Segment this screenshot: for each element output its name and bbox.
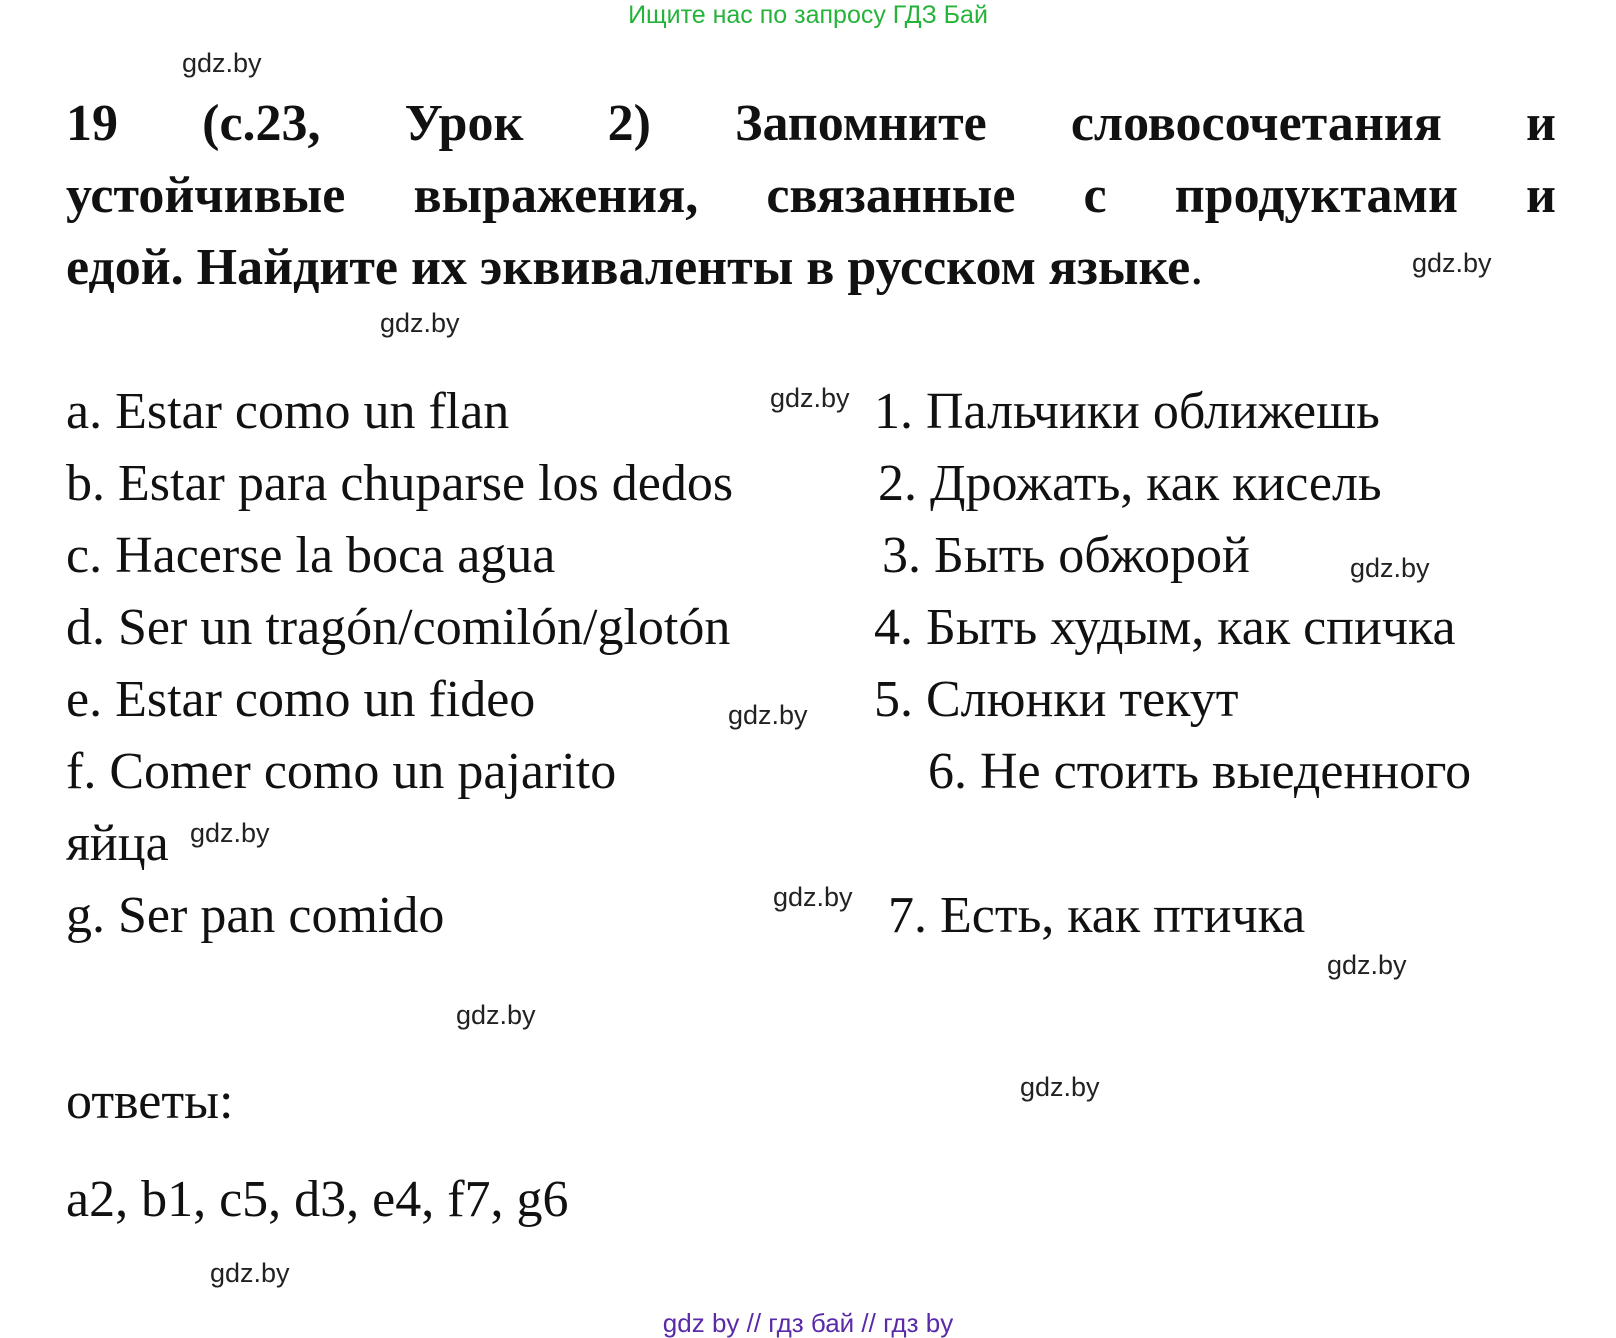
task-word: и <box>1526 167 1556 224</box>
task-line-2 <box>66 160 1556 232</box>
task-word: продуктами <box>1174 167 1458 224</box>
task-line-3 <box>66 232 1556 304</box>
watermark: gdz.by <box>210 1258 290 1288</box>
watermark: gdz.by <box>728 700 808 730</box>
spanish-item-a: a. Estar como un flan <box>66 383 510 440</box>
russian-item-4: 4. Быть худым, как спичка <box>874 599 1456 656</box>
task-word: (с.23, <box>202 95 321 152</box>
watermark: gdz.by <box>1350 553 1430 583</box>
spanish-item-e: e. Estar como un fideo <box>66 671 536 728</box>
watermark: gdz.by <box>380 308 460 338</box>
watermark: gdz.by <box>182 48 262 78</box>
answers-label: ответы: <box>66 1073 234 1130</box>
task-word: выражения, <box>413 167 699 224</box>
watermark: gdz.by <box>1020 1072 1100 1102</box>
task-word: Урок <box>404 95 524 152</box>
task-word: с <box>1083 167 1107 224</box>
task-word: Запомните <box>735 95 987 152</box>
watermark: gdz.by <box>770 383 850 413</box>
task-word: 19 <box>66 95 118 152</box>
task-word: и <box>1526 95 1556 152</box>
russian-item-2: 2. Дрожать, как кисель <box>878 455 1382 512</box>
russian-item-3: 3. Быть обжорой <box>882 527 1250 584</box>
russian-item-1: 1. Пальчики оближешь <box>874 383 1380 440</box>
russian-item-6: 6. Не стоить выеденного <box>928 743 1472 800</box>
watermark: gdz.by <box>190 818 270 848</box>
footer-links: gdz by // гдз бай // гдз by <box>662 1308 954 1338</box>
task-line-3-period: . <box>1190 239 1204 296</box>
watermark: gdz.by <box>773 882 853 912</box>
russian-item-5: 5. Слюнки текут <box>874 671 1239 728</box>
task-line-3-text: едой. Найдите их эквиваленты в русском языке <box>66 239 1191 296</box>
task-word: устойчивые <box>66 167 346 224</box>
watermark: gdz.by <box>456 1000 536 1030</box>
task-word: связанные <box>766 167 1016 224</box>
russian-item-7: 7. Есть, как птичка <box>888 887 1306 944</box>
watermark: gdz.by <box>1412 248 1492 278</box>
spanish-item-f: f. Comer como un pajarito <box>66 743 617 800</box>
spanish-item-b: b. Estar para chuparse los dedos <box>66 455 734 512</box>
top-banner: Ищите нас по запросу ГДЗ Бай <box>628 1 988 29</box>
russian-item-6-wrap: яйца <box>66 815 169 872</box>
watermark: gdz.by <box>1327 950 1407 980</box>
task-word: словосочетания <box>1070 95 1442 152</box>
spanish-item-c: c. Hacerse la boca agua <box>66 527 556 584</box>
answers-text: a2, b1, c5, d3, e4, f7, g6 <box>66 1171 569 1228</box>
task-line-1 <box>66 88 1556 160</box>
spanish-item-g: g. Ser pan comido <box>66 887 445 944</box>
spanish-item-d: d. Ser un tragón/comilón/glotón <box>66 599 731 656</box>
task-word: 2) <box>607 95 651 152</box>
task-heading <box>66 88 1556 304</box>
